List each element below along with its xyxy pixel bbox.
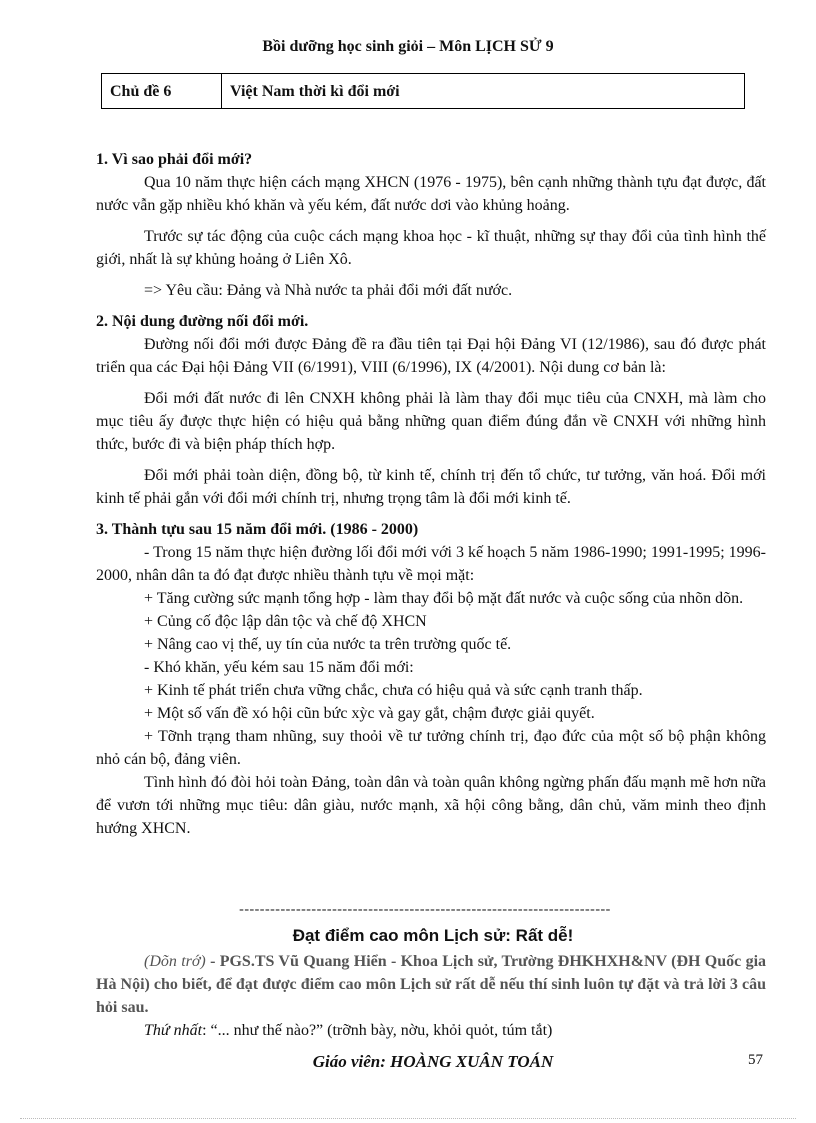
section3-line: + Nâng cao vị thế, uy tín của nước ta trên trường quốc tế.: [144, 636, 512, 653]
section2-paragraph: Đổi mới đất nước đi lên CNXH không phải là làm thay đổi mục tiêu của CNXH, mà làm cho mục tiêu ấy được thực hiện có hiệu quả bằng những quan điểm đúng đắn về CNXH với những hình thức, bước đi và biện pháp thích hợp.: [96, 390, 766, 453]
first-point-text: : “... như thế nào?” (trỡnh bày, nờu, khỏi quỏt, túm tắt): [202, 1022, 553, 1039]
section3-heading: 3. Thành tựu sau 15 năm đổi mới. (1986 - 2000): [96, 521, 419, 538]
main-content: [96, 148, 766, 840]
topic-label: Chủ đề 6: [102, 74, 222, 108]
article-title: Đạt điểm cao môn Lịch sử: Rất dễ!: [292, 926, 574, 945]
section3-line: + Tỡnh trạng tham nhũng, suy thoỏi về tư tưởng chính trị, đạo đức của một số bộ phận không nhỏ cán bộ, đảng viên.: [96, 728, 766, 768]
page-footer: Giáo viên: HOÀNG XUÂN TOÁN: [312, 1052, 554, 1071]
first-point-label: Thứ nhất: [144, 1022, 203, 1039]
article-lead-text: - PGS.TS Vũ Quang Hiển - Khoa Lịch sử, Trường ĐHKHXH&NV (ĐH Quốc gia Hà Nội) cho biết, để đạt được điểm cao môn Lịch sử rất dễ nếu thí sinh luôn tự đặt và trả lời 3 câu hỏi sau.: [96, 953, 767, 1016]
section2-heading: 2. Nội dung đường nối đổi mới.: [96, 313, 309, 330]
section3-line: - Khó khăn, yếu kém sau 15 năm đổi mới:: [144, 659, 414, 676]
section3-line: Tình hình đó đòi hỏi toàn Đảng, toàn dân và toàn quân không ngừng phấn đấu mạnh mẽ hơn nữa để vươn tới những mục tiêu: dân giàu, nước mạnh, xã hội công bằng, dân chủ, văm minh theo định hướng XHCN.: [96, 774, 766, 837]
section3-line: + Củng cố độc lập dân tộc và chế độ XHCN: [144, 613, 427, 630]
topic-title: Việt Nam thời kì đổi mới: [230, 83, 400, 100]
article-first-point: [96, 1019, 766, 1042]
topic-table: [101, 73, 745, 109]
article-source: (Dõn trớ): [144, 953, 206, 970]
section1-paragraph: Trước sự tác động của cuộc cách mạng khoa học - kĩ thuật, những sự thay đổi của tình hình thế giới, nhất là sự khủng hoảng ở Liên Xô.: [96, 228, 766, 268]
separator-line: ------------------------------------------------------------------------: [239, 902, 611, 917]
section2-paragraph: Đổi mới phải toàn diện, đồng bộ, từ kinh tế, chính trị đến tổ chức, tư tưởng, văn hoá. Đổi mới kinh tế phải gắn với đổi mới chính trị, nhưng trọng tâm là đổi mới kinh tế.: [96, 467, 766, 507]
section3-line: + Kinh tế phát triển chưa vững chắc, chưa có hiệu quả và sức cạnh tranh thấp.: [144, 682, 643, 699]
page-number: 57: [748, 1052, 763, 1068]
section3-line: - Trong 15 năm thực hiện đường lối đổi mới với 3 kế hoạch 5 năm 1986-1990; 1991-1995; 1996-2000, nhân dân ta đó đạt được nhiều thành tựu về mọi mặt:: [96, 544, 766, 584]
section1-conclusion: => Yêu cầu: Đảng và Nhà nước ta phải đổi mới đất nước.: [144, 282, 513, 299]
section3-line: + Tăng cường sức mạnh tổng hợp - làm thay đổi bộ mặt đất nước và cuộc sống của nhõn dõn.: [144, 590, 744, 607]
article-excerpt: [96, 950, 766, 1042]
section2-paragraph: Đường nối đổi mới được Đảng đề ra đầu tiên tại Đại hội Đảng VI (12/1986), sau đó được phát triển qua các Đại hội Đảng VII (6/1991), VIII (6/1996), IX (4/2001). Nội dung cơ bản là:: [96, 336, 766, 376]
article-lead: [96, 950, 766, 1019]
section1-heading: 1. Vì sao phải đổi mới?: [96, 151, 253, 168]
section3-line: + Một số vấn đề xó hội cũn bức xỳc và gay gắt, chậm được giải quyết.: [144, 705, 595, 722]
page-header: Bồi dưỡng học sinh giỏi – Môn LỊCH SỬ 9: [262, 38, 554, 55]
section1-paragraph: Qua 10 năm thực hiện cách mạng XHCN (1976 - 1975), bên cạnh những thành tựu đạt được, đất nước vẫn gặp nhiều khó khăn và yếu kém, đất nước dơi vào khủng hoảng.: [96, 174, 766, 214]
page-bottom-divider: [20, 1118, 796, 1119]
